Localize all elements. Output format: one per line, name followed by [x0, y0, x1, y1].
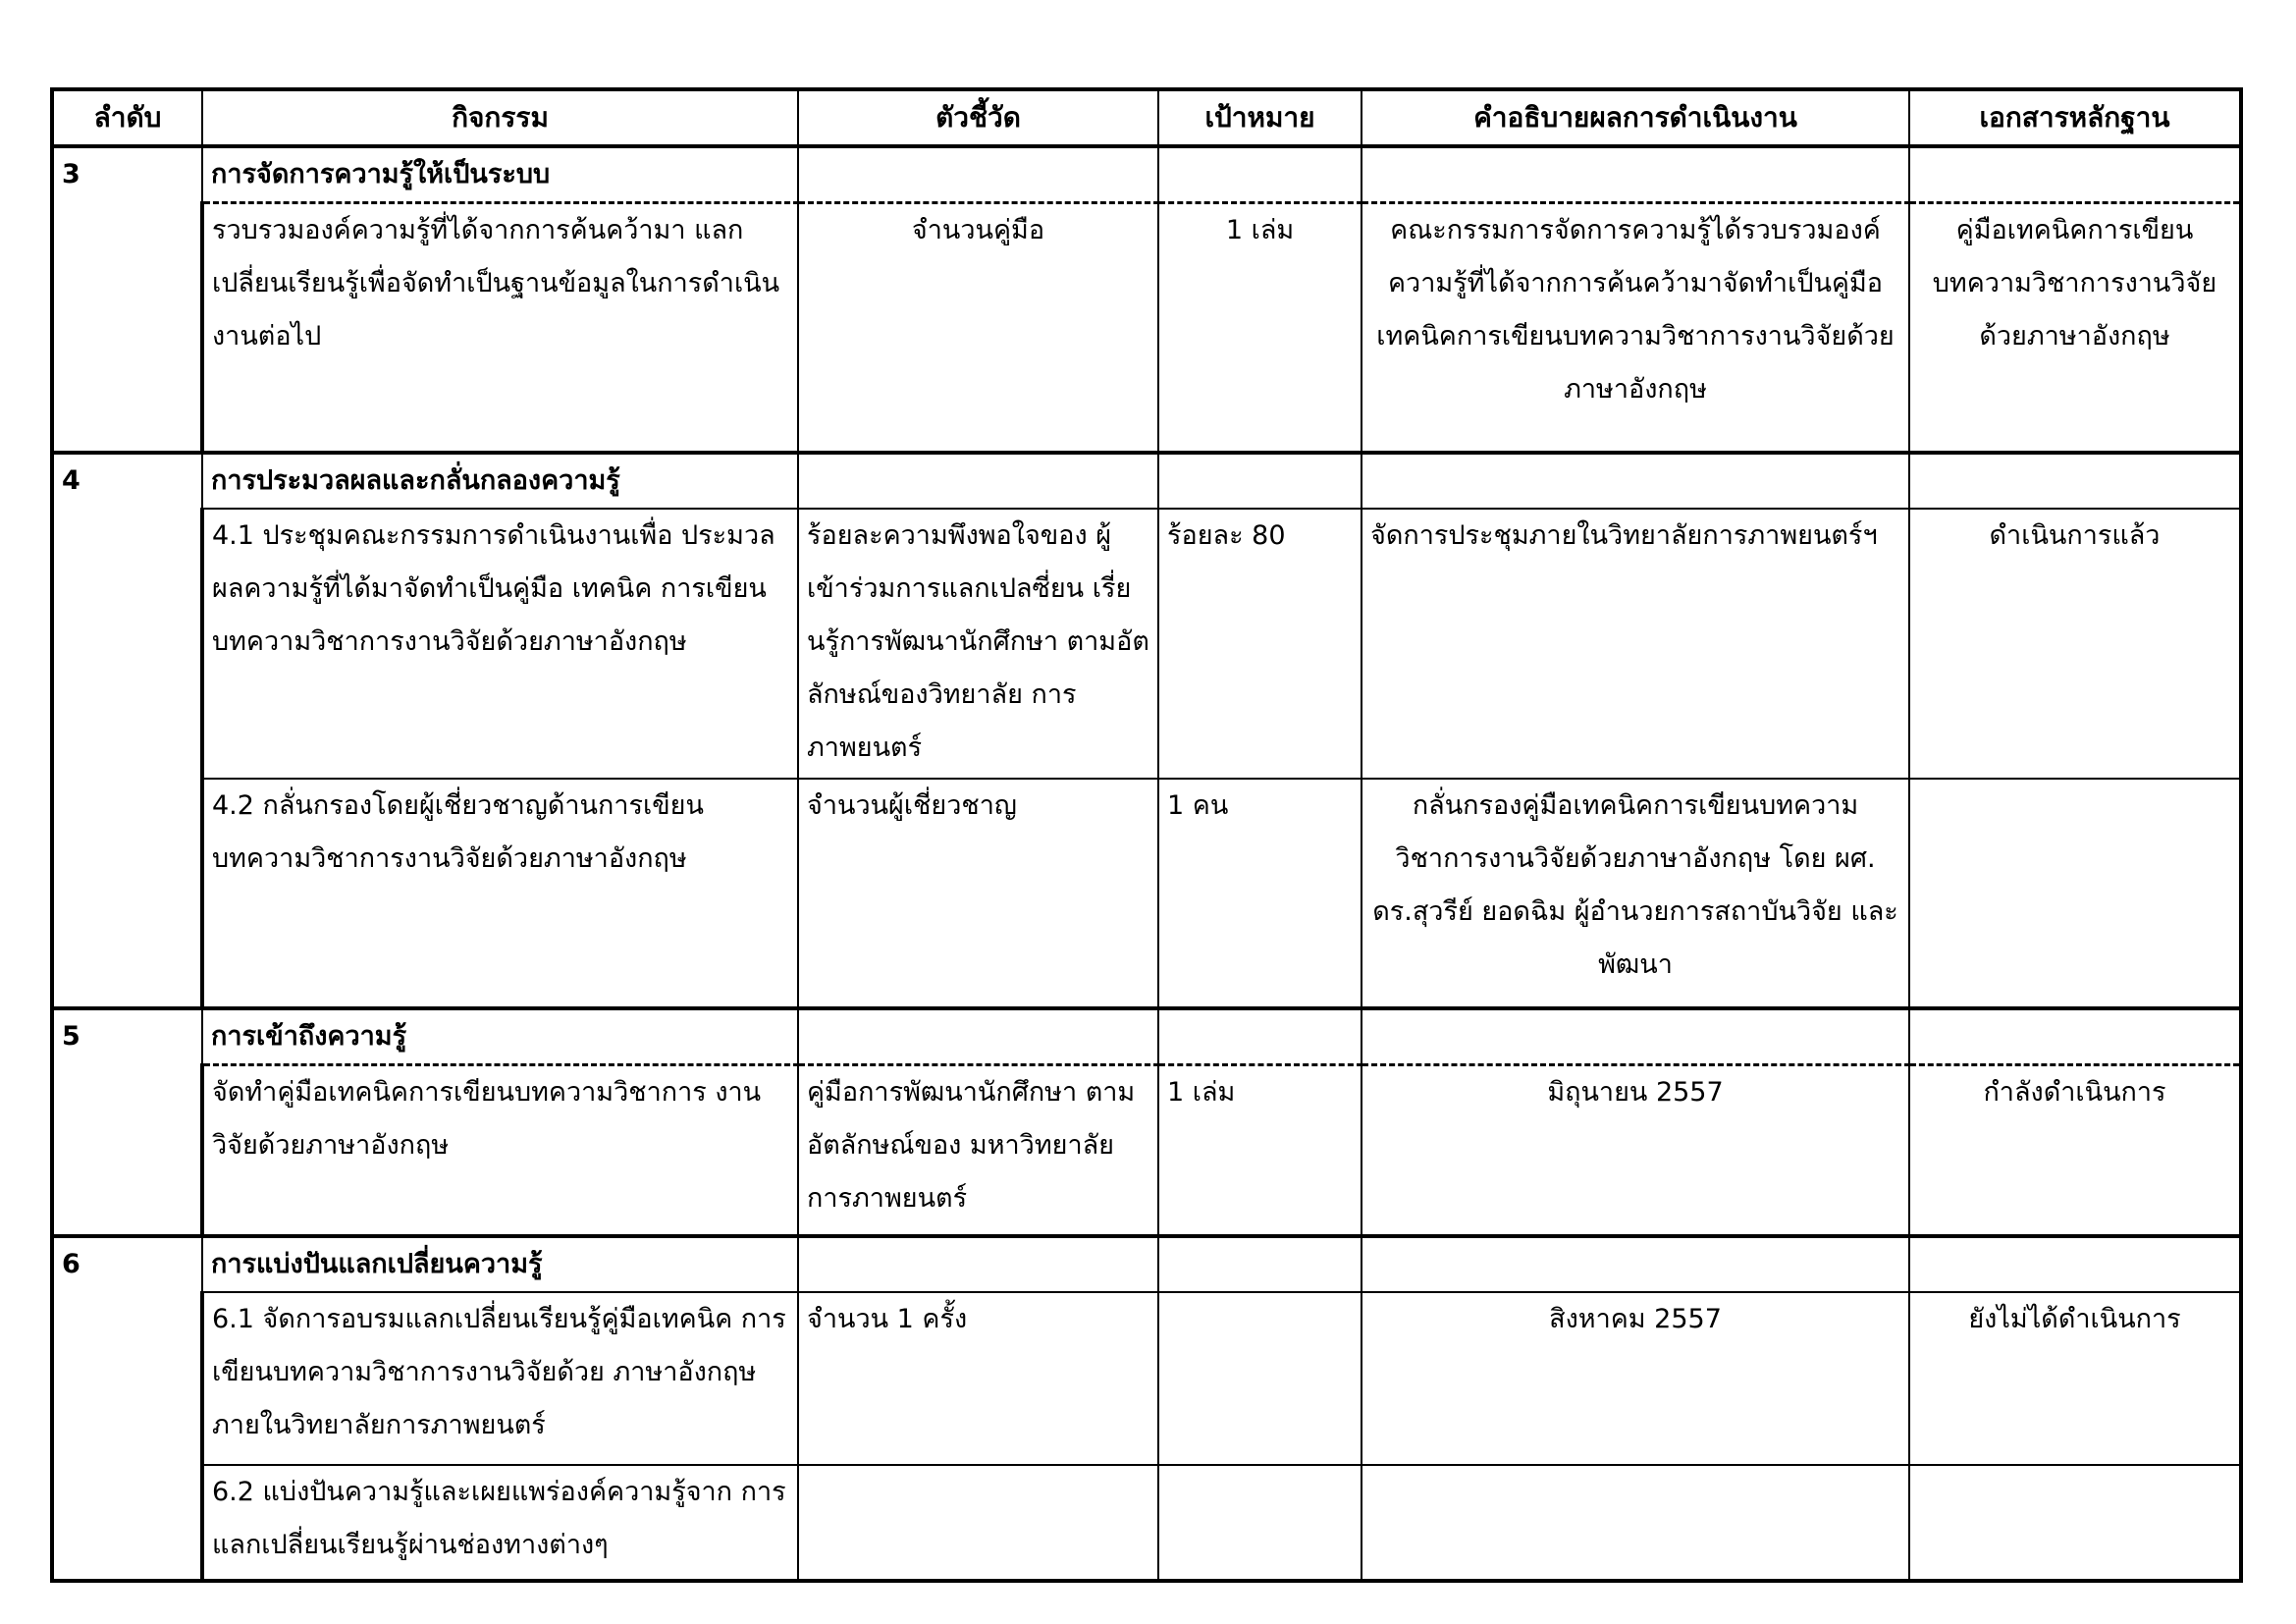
header-target: เป้าหมาย: [1158, 89, 1362, 146]
target-cell: ร้อยละ 80: [1158, 509, 1362, 779]
result-cell: มิถุนายน 2557: [1362, 1064, 1909, 1236]
group-heading-row: [52, 453, 2241, 509]
activity-cell: รวบรวมองค์ความรู้ที่ได้จากการค้นคว้ามา แลกเปลี่ยนเรียนรู้เพื่อจัดทำเป็นฐานข้อมูลในการดำเนินงานต่อไป: [202, 203, 798, 453]
group-heading: การประมวลผลและกลั่นกลองความรู้: [202, 453, 798, 509]
header-evidence: เอกสารหลักฐาน: [1909, 89, 2241, 146]
indicator-cell: ร้อยละความพึงพอใจของ ผู้เข้าร่วมการแลกเปลซี่ยน เรี่ยนรู้การพัฒนานักศึกษา ตามอัตลักษณ์ของวิทยาลัย การภาพยนตร์: [798, 509, 1158, 779]
indicator-cell: จำนวน 1 ครั้ง: [798, 1292, 1158, 1465]
evidence-cell: [1909, 1465, 2241, 1581]
evidence-cell: ยังไม่ได้ดำเนินการ: [1909, 1292, 2241, 1465]
group-heading-row: [52, 1008, 2241, 1065]
indicator-cell: [798, 1465, 1158, 1581]
activity-cell: 6.2 แบ่งปันความรู้และเผยแพร่องค์ความรู้จาก การแลกเปลี่ยนเรียนรู้ผ่านช่องทางต่างๆ: [202, 1465, 798, 1581]
evaluation-table: [50, 87, 2243, 1583]
evidence-cell: กำลังดำเนินการ: [1909, 1064, 2241, 1236]
table-row: [52, 509, 2241, 779]
result-cell: กลั่นกรองคู่มือเทคนิคการเขียนบทความ วิชาการงานวิจัยด้วยภาษาอังกฤษ โดย ผศ. ดร.สุวรีย์ ยอดฉิม ผู้อำนวยการสถาบันวิจัย และพัฒนา: [1362, 779, 1909, 1008]
group-heading: การแบ่งปันแลกเปลี่ยนความรู้: [202, 1236, 798, 1292]
table-row: [52, 1292, 2241, 1465]
group-number: 6: [52, 1236, 202, 1581]
result-cell: [1362, 1465, 1909, 1581]
table-row: [52, 1465, 2241, 1581]
evidence-cell: [1909, 779, 2241, 1008]
target-cell: 1 คน: [1158, 779, 1362, 1008]
target-cell: [1158, 1465, 1362, 1581]
activity-cell: จัดทำคู่มือเทคนิคการเขียนบทความวิชาการ งานวิจัยด้วยภาษาอังกฤษ: [202, 1064, 798, 1236]
header-row: [52, 89, 2241, 146]
group-number: 5: [52, 1008, 202, 1237]
header-number: ลำดับ: [52, 89, 202, 146]
header-indicator: ตัวชี้วัด: [798, 89, 1158, 146]
table-row: [52, 203, 2241, 453]
result-cell: สิงหาคม 2557: [1362, 1292, 1909, 1465]
activity-cell: 4.1 ประชุมคณะกรรมการดำเนินงานเพื่อ ประมวลผลความรู้ที่ได้มาจัดทำเป็นคู่มือ เทคนิค การเขียนบทความวิชาการงานวิจัยด้วยภาษาอังกฤษ: [202, 509, 798, 779]
group-heading-row: [52, 1236, 2241, 1292]
target-cell: 1 เล่ม: [1158, 203, 1362, 453]
target-cell: [1158, 1292, 1362, 1465]
table-row: [52, 1064, 2241, 1236]
activity-cell: 6.1 จัดการอบรมแลกเปลี่ยนเรียนรู้คู่มือเทคนิค การเขียนบทความวิชาการงานวิจัยด้วย ภาษาอังกฤษ ภายในวิทยาลัยการภาพยนตร์: [202, 1292, 798, 1465]
indicator-cell: คู่มือการพัฒนานักศึกษา ตามอัตลักษณ์ของ มหาวิทยาลัยการภาพยนตร์: [798, 1064, 1158, 1236]
target-cell: 1 เล่ม: [1158, 1064, 1362, 1236]
header-result: คำอธิบายผลการดำเนินงาน: [1362, 89, 1909, 146]
evidence-cell: คู่มือเทคนิคการเขียน บทความวิชาการงานวิจัย ด้วยภาษาอังกฤษ: [1909, 203, 2241, 453]
group-heading: การเข้าถึงความรู้: [202, 1008, 798, 1065]
activity-cell: 4.2 กลั่นกรองโดยผู้เชี่ยวชาญด้านการเขียน บทความวิชาการงานวิจัยด้วยภาษาอังกฤษ: [202, 779, 798, 1008]
group-number: 4: [52, 453, 202, 1008]
group-heading: การจัดการความรู้ให้เป็นระบบ: [202, 146, 798, 203]
group-number: 3: [52, 146, 202, 453]
result-cell: จัดการประชุมภายในวิทยาลัยการภาพยนตร์ฯ: [1362, 509, 1909, 779]
group-heading-row: [52, 146, 2241, 203]
indicator-cell: จำนวนผู้เชี่ยวชาญ: [798, 779, 1158, 1008]
header-activity: กิจกรรม: [202, 89, 798, 146]
evidence-cell: ดำเนินการแล้ว: [1909, 509, 2241, 779]
indicator-cell: จำนวนคู่มือ: [798, 203, 1158, 453]
result-cell: คณะกรรมการจัดการความรู้ได้รวบรวมองค์ ความรู้ที่ได้จากการค้นคว้ามาจัดทำเป็นคู่มือ เทคนิคการเขียนบทความวิชาการงานวิจัยด้วยภาษาอังกฤษ: [1362, 203, 1909, 453]
table-row: [52, 779, 2241, 1008]
